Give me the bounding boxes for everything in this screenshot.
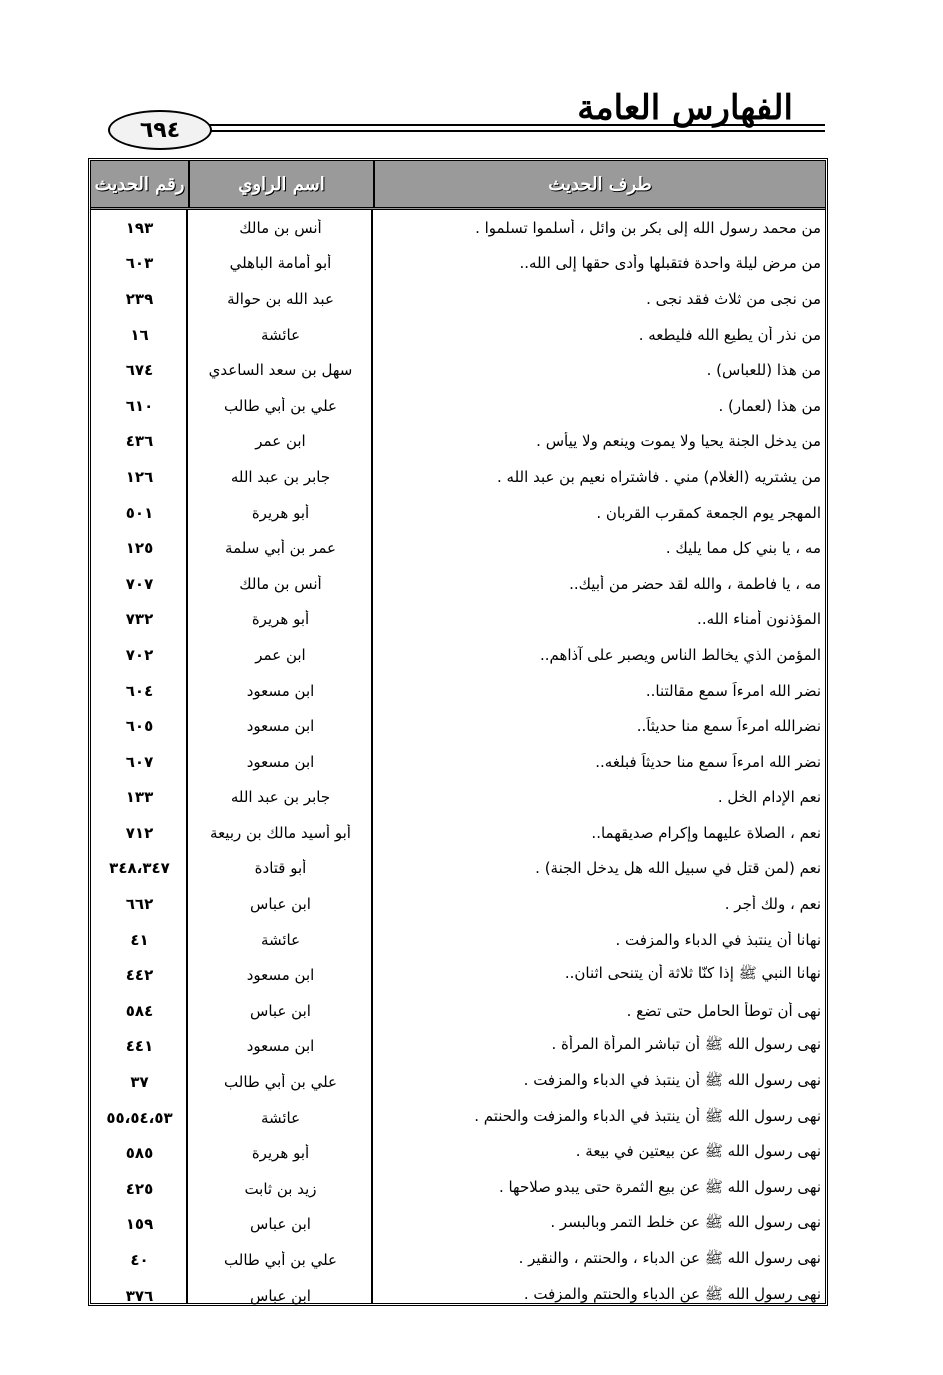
narrator-name: علي بن أبي طالب [224, 1251, 337, 1270]
table-header [91, 161, 825, 210]
table-row [91, 815, 825, 851]
narrator-name: أبو أمامة الباهلي [229, 254, 332, 273]
table-row [91, 1135, 825, 1171]
hadith-text: نهانا النبي ﷺ إذا كنّا ثلاثة أن يتنحى اثنان.. [564, 964, 821, 983]
hadith-number: ٤٤٢ [125, 966, 154, 985]
table-row [91, 281, 825, 317]
narrator-name: جابر بن عبد الله [230, 788, 331, 807]
table-row [91, 744, 825, 780]
hadith-number: ٤٢٥ [125, 1179, 154, 1198]
narrator-name: ابن مسعود [246, 752, 315, 771]
hadith-text: من هذا (لعمار) . [718, 396, 821, 415]
table-row [91, 317, 825, 353]
table-row [91, 673, 825, 709]
table-row [91, 1100, 825, 1136]
hadith-number: ٦٠٣ [125, 254, 154, 273]
hadith-number: ٧١٢ [125, 823, 154, 842]
hadith-number: ١٢٦ [125, 467, 154, 486]
table-row [91, 1171, 825, 1207]
table-row [91, 1207, 825, 1243]
hadith-text: نهى رسول الله ﷺ عن بيع الثمرة حتى يبدو صلاحها . [498, 1177, 821, 1196]
narrator-name: ابن مسعود [246, 1037, 315, 1056]
hadith-number: ٧٠٧ [125, 574, 154, 593]
hadith-number: ١٦ [130, 325, 149, 344]
hadith-number: ٥٥،٥٤،٥٣ [106, 1108, 173, 1127]
table-row [91, 530, 825, 566]
hadith-number: ٦٧٤ [125, 361, 154, 380]
narrator-name: أبو أسيد مالك بن ربيعة [210, 823, 351, 842]
narrator-name: أبو قتادة [254, 859, 307, 878]
hadith-number: ٣٤٨،٣٤٧ [109, 859, 170, 878]
table-row [91, 1242, 825, 1278]
narrator-name: أبو هريرة [251, 503, 310, 522]
narrator-name: أنس بن مالك [239, 218, 322, 237]
column-divider [186, 210, 188, 1303]
table-row [91, 602, 825, 638]
hadith-text: نعم (لمن قتل في سبيل الله هل يدخل الجنة) . [535, 859, 821, 878]
hadith-number: ٥٠١ [125, 503, 154, 522]
page-title: الفهارس العامة [577, 88, 793, 128]
narrator-name: أبو هريرة [251, 1144, 310, 1163]
table-row [91, 1278, 825, 1314]
table-row [91, 424, 825, 460]
narrator-name: ابن مسعود [246, 966, 315, 985]
table-row [91, 922, 825, 958]
hadith-number: ٦٦٢ [125, 895, 154, 914]
narrator-name: عائشة [260, 325, 301, 344]
hadith-text: نهى رسول الله ﷺ أن ينتبذ في الدباء والمزفت والحنتم . [474, 1106, 821, 1125]
hadith-number: ١٩٣ [125, 218, 154, 237]
table-row [91, 566, 825, 602]
narrator-name: ابن عمر [255, 645, 306, 664]
table-row [91, 1029, 825, 1065]
hadith-text: نهى رسول الله ﷺ أن ينتبذ في الدباء والمزفت . [523, 1071, 821, 1090]
hadith-text: نهانا أن ينتبذ في الدباء والمزفت . [615, 930, 821, 949]
column-header-narrator: اسم الراوي [188, 161, 373, 207]
hadith-number: ٦١٠ [125, 396, 154, 415]
narrator-name: عمر بن أبي سلمة [225, 539, 336, 558]
hadith-text: مه ، يا فاطمة ، والله لقد حضر من أبيك.. [569, 574, 821, 593]
hadith-text: من يدخل الجنة يحيا ولا يموت وينعم ولا ييأس . [536, 432, 821, 451]
narrator-name: أبو هريرة [251, 610, 310, 629]
narrator-name: أنس بن مالك [239, 574, 322, 593]
column-header-number: رقم الحديث [94, 173, 185, 195]
hadith-number: ٣٧ [130, 1073, 149, 1092]
hadith-text: نعم ، الصلاة عليهما وإكرام صديقهما.. [591, 823, 821, 842]
hadith-number: ٣٧٦ [125, 1286, 154, 1305]
hadith-number: ٦٠٤ [125, 681, 154, 700]
hadith-text: نهى رسول الله ﷺ عن الدباء والحنتم والمزفت . [523, 1284, 821, 1303]
hadith-number: ١٥٩ [125, 1215, 154, 1234]
narrator-name: ابن مسعود [246, 681, 315, 700]
hadith-number: ٦٠٧ [125, 752, 154, 771]
hadith-number: ١٣٣ [125, 788, 154, 807]
hadith-text: من يشتريه (الغلام) مني . فاشتراه نعيم بن عبد الله . [497, 467, 821, 486]
table-row [91, 637, 825, 673]
hadith-text: من نذر أن يطيع الله فليطعه . [638, 325, 821, 344]
hadith-index-table [88, 158, 828, 1306]
hadith-number: ٥٨٤ [125, 1001, 154, 1020]
hadith-text: نهى رسول الله ﷺ أن تباشر المرأة المرأة . [551, 1035, 821, 1054]
hadith-text: من هذا (للعباس) . [706, 361, 821, 380]
narrator-name: عبد الله بن حوالة [227, 289, 334, 308]
hadith-text: نضر الله امرءاً سمع مقالتنا.. [645, 681, 821, 700]
table-row [91, 886, 825, 922]
table-row [91, 459, 825, 495]
hadith-text: نعم ، ولك أجر . [724, 895, 821, 914]
table-row [91, 708, 825, 744]
narrator-name: ابن عباس [250, 1286, 311, 1305]
table-body [91, 210, 825, 1303]
hadith-text: المهجر يوم الجمعة كمقرب القربان . [596, 503, 821, 522]
hadith-text: نهى أن توطأ الحامل حتى تضع . [626, 1001, 821, 1020]
hadith-number: ٢٣٩ [125, 289, 154, 308]
narrator-name: ابن عباس [250, 1001, 311, 1020]
hadith-number: ٥٨٥ [125, 1144, 154, 1163]
header-rule [200, 124, 825, 132]
table-row [91, 1064, 825, 1100]
table-row [91, 246, 825, 282]
table-row [91, 210, 825, 246]
narrator-name: عائشة [260, 930, 301, 949]
narrator-name: جابر بن عبد الله [230, 467, 331, 486]
narrator-name: عائشة [260, 1108, 301, 1127]
table-row [91, 993, 825, 1029]
narrator-name: ابن عباس [250, 1215, 311, 1234]
hadith-text: نهى رسول الله ﷺ عن خلط التمر وبالبسر . [550, 1213, 821, 1232]
narrator-name: زيد بن ثابت [244, 1179, 317, 1198]
hadith-text: من نجى من ثلاث فقد نجى . [646, 289, 821, 308]
hadith-text: مه ، يا بني كل مما يليك . [665, 539, 821, 558]
column-header-hadith: طرف الحديث [373, 161, 825, 207]
table-row [91, 851, 825, 887]
hadith-number: ٧٠٢ [125, 645, 154, 664]
hadith-text: نهى رسول الله ﷺ عن بيعتين في بيعة . [575, 1142, 821, 1161]
narrator-name: سهل بن سعد الساعدي [208, 361, 353, 380]
column-divider [371, 210, 373, 1303]
hadith-text: من محمد رسول الله إلى بكر بن وائل ، أسلموا تسلموا . [475, 218, 821, 237]
hadith-number: ٦٠٥ [125, 717, 154, 736]
table-row [91, 388, 825, 424]
table-row [91, 780, 825, 816]
hadith-text: نضرالله امرءاً سمع منا حديثاً.. [636, 717, 821, 736]
table-row [91, 957, 825, 993]
hadith-text: نعم الإدام الخل . [717, 788, 821, 807]
page-number: ٦٩٤ [108, 110, 212, 150]
hadith-text: المؤذنون أمناء الله.. [697, 610, 821, 629]
narrator-name: علي بن أبي طالب [224, 1073, 337, 1092]
narrator-name: ابن عمر [255, 432, 306, 451]
narrator-name: ابن عباس [250, 895, 311, 914]
table-row [91, 495, 825, 531]
narrator-name: ابن مسعود [246, 717, 315, 736]
hadith-number: ٧٣٢ [125, 610, 154, 629]
hadith-text: نضر الله امرءاً سمع منا حديثاً فبلغه.. [595, 752, 821, 771]
table-row [91, 352, 825, 388]
hadith-number: ١٢٥ [125, 539, 154, 558]
hadith-number: ٤٣٦ [125, 432, 154, 451]
hadith-number: ٤٤١ [125, 1037, 154, 1056]
hadith-text: المؤمن الذي يخالط الناس ويصبر على آذاهم.. [539, 645, 821, 664]
hadith-number: ٤٠ [130, 1251, 149, 1270]
hadith-number: ٤١ [130, 930, 149, 949]
hadith-text: نهى رسول الله ﷺ عن الدباء ، والحنتم ، والنقير . [518, 1249, 821, 1268]
hadith-text: من مرض ليلة واحدة فتقبلها وأدى حقها إلى الله.. [519, 254, 821, 273]
narrator-name: علي بن أبي طالب [224, 396, 337, 415]
